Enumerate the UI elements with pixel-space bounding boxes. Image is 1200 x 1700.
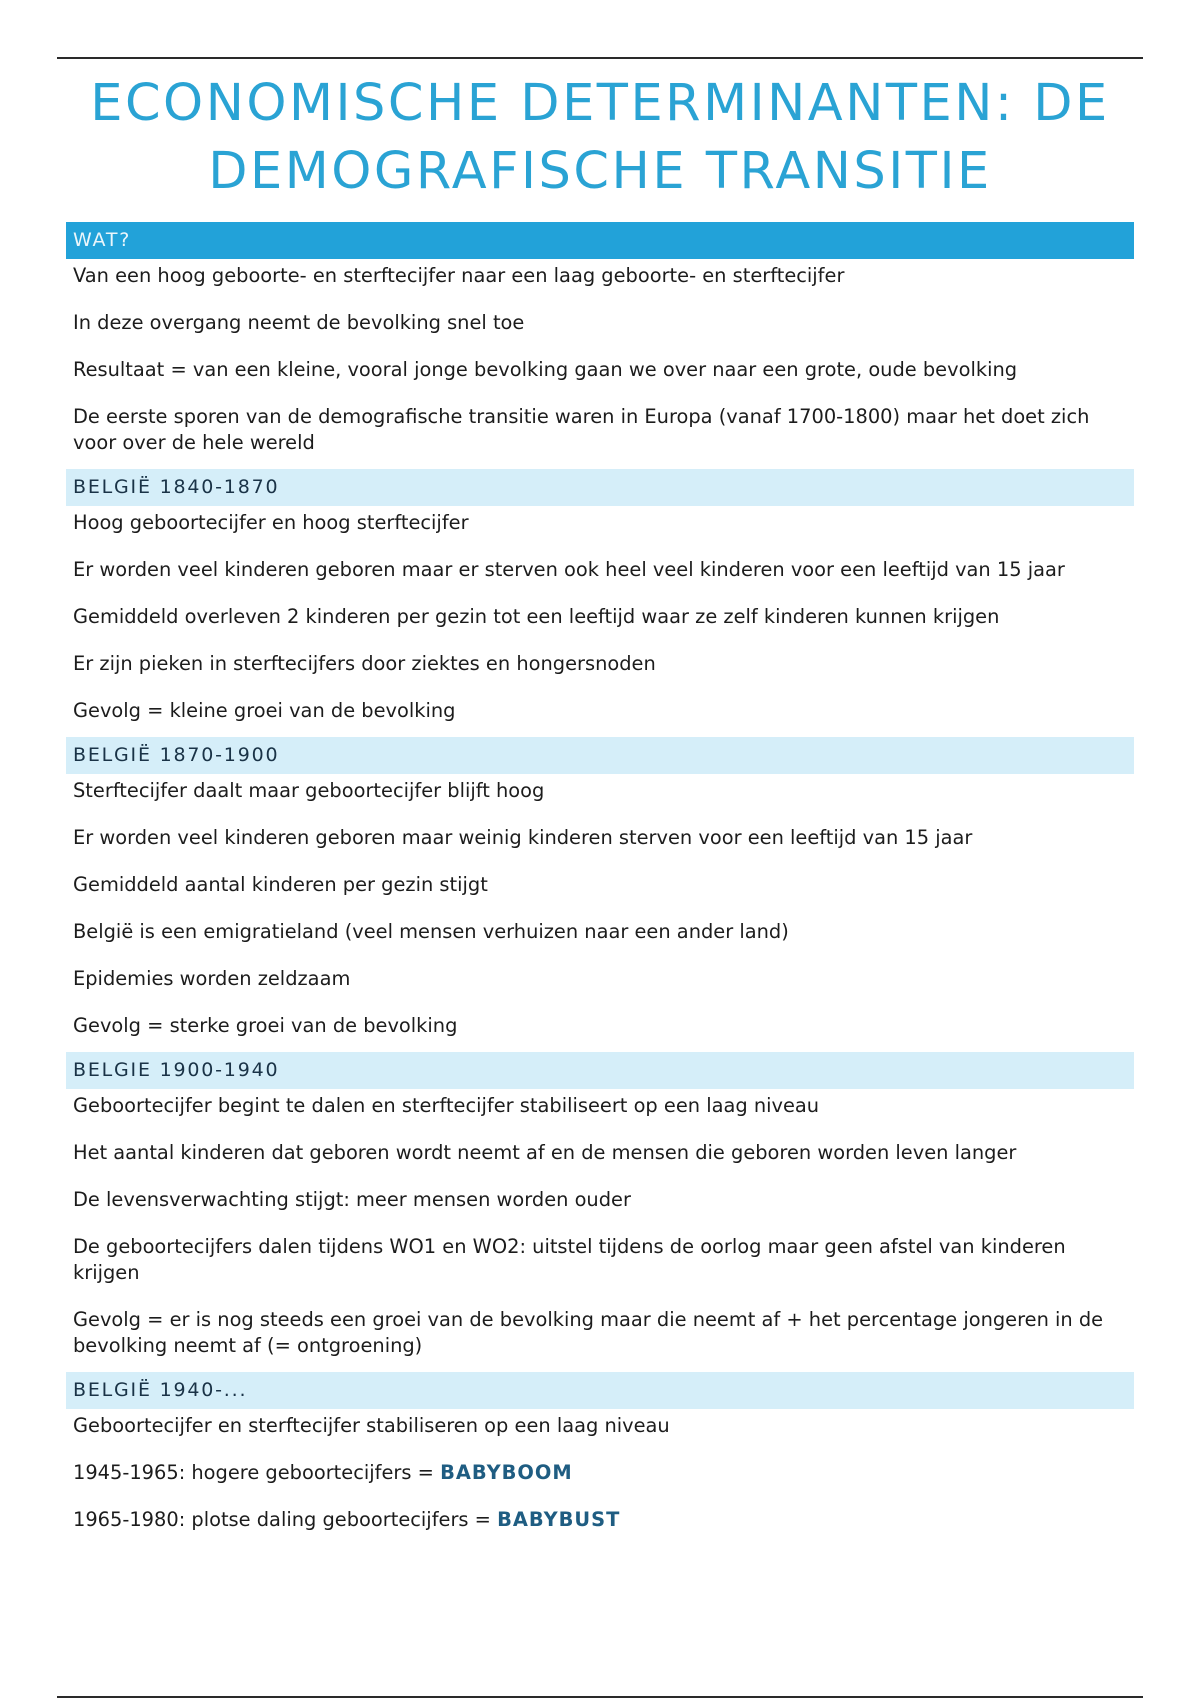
paragraph: Het aantal kinderen dat geboren wordt neemt af en de mensen die geboren worden leven langer bbox=[73, 1141, 1017, 1164]
paragraph: De eerste sporen van de demografische transitie waren in Europa (vanaf 1700-1800) maar het doet zich voor over de hele wereld bbox=[73, 405, 1090, 454]
paragraph: Epidemies worden zeldzaam bbox=[73, 967, 351, 990]
paragraph: Hoog geboortecijfer en hoog sterftecijfer bbox=[73, 511, 469, 534]
section-heading: BELGIË 1840-1870 bbox=[66, 469, 1134, 506]
section-belgie-1900-1940 bbox=[66, 1052, 1134, 1372]
title-line-1: ECONOMISCHE DETERMINANTEN: DE bbox=[90, 74, 1110, 133]
section-heading: WAT? bbox=[66, 222, 1134, 259]
paragraph: Geboortecijfer en sterftecijfer stabiliseren op een laag niveau bbox=[73, 1414, 670, 1437]
paragraph: Er worden veel kinderen geboren maar er sterven ook heel veel kinderen voor een leeftijd van 15 jaar bbox=[73, 558, 1065, 581]
title-line-2: DEMOGRAFISCHE TRANSITIE bbox=[208, 142, 992, 201]
paragraph: Gemiddeld aantal kinderen per gezin stijgt bbox=[73, 873, 488, 896]
paragraph: Gevolg = er is nog steeds een groei van de bevolking maar die neemt af + het percentage jongeren in de bevolking neemt af (= ontgroening) bbox=[73, 1308, 1104, 1357]
section-heading: BELGIË 1870-1900 bbox=[66, 737, 1134, 774]
section-wat bbox=[66, 222, 1134, 469]
paragraph: De levensverwachting stijgt: meer mensen worden ouder bbox=[73, 1188, 631, 1211]
document-title bbox=[60, 70, 1140, 206]
section-body bbox=[66, 1089, 1134, 1372]
paragraph-babybust bbox=[73, 1507, 1134, 1533]
paragraph: De geboortecijfers dalen tijdens WO1 en WO2: uitstel tijdens de oorlog maar geen afstel van kinderen krijgen bbox=[73, 1235, 1066, 1284]
section-heading: BELGIË 1940-... bbox=[66, 1372, 1134, 1409]
babybust-text: 1965-1980: plotse daling geboortecijfers = bbox=[73, 1508, 491, 1531]
bottom-rule bbox=[57, 1696, 1143, 1698]
section-body bbox=[66, 1409, 1134, 1546]
paragraph-babyboom bbox=[73, 1460, 1134, 1486]
section-body bbox=[66, 506, 1134, 737]
paragraph: Gemiddeld overleven 2 kinderen per gezin tot een leeftijd waar ze zelf kinderen kunnen krijgen bbox=[73, 605, 1000, 628]
babyboom-keyword: BABYBOOM bbox=[440, 1461, 573, 1484]
top-rule bbox=[57, 57, 1143, 59]
paragraph: Geboortecijfer begint te dalen en sterftecijfer stabiliseert op een laag niveau bbox=[73, 1094, 820, 1117]
paragraph: Er worden veel kinderen geboren maar weinig kinderen sterven voor een leeftijd van 15 jaar bbox=[73, 826, 973, 849]
paragraph: Er zijn pieken in sterftecijfers door ziektes en hongersnoden bbox=[73, 652, 656, 675]
section-body bbox=[66, 774, 1134, 1052]
section-body bbox=[66, 259, 1134, 469]
babyboom-text: 1945-1965: hogere geboortecijfers = bbox=[73, 1461, 434, 1484]
section-belgie-1840-1870 bbox=[66, 469, 1134, 737]
paragraph: Resultaat = van een kleine, vooral jonge bevolking gaan we over naar een grote, oude bevolking bbox=[73, 358, 1018, 381]
section-belgie-1940 bbox=[66, 1372, 1134, 1546]
babybust-keyword: BABYBUST bbox=[497, 1508, 621, 1531]
section-heading: BELGIE 1900-1940 bbox=[66, 1052, 1134, 1089]
document-body bbox=[66, 222, 1134, 1546]
paragraph: Van een hoog geboorte- en sterftecijfer naar een laag geboorte- en sterftecijfer bbox=[73, 264, 845, 287]
paragraph: Sterftecijfer daalt maar geboortecijfer blijft hoog bbox=[73, 779, 545, 802]
paragraph: Gevolg = kleine groei van de bevolking bbox=[73, 699, 456, 722]
paragraph: België is een emigratieland (veel mensen verhuizen naar een ander land) bbox=[73, 920, 789, 943]
section-belgie-1870-1900 bbox=[66, 737, 1134, 1052]
paragraph: Gevolg = sterke groei van de bevolking bbox=[73, 1014, 458, 1037]
paragraph: In deze overgang neemt de bevolking snel toe bbox=[73, 311, 525, 334]
